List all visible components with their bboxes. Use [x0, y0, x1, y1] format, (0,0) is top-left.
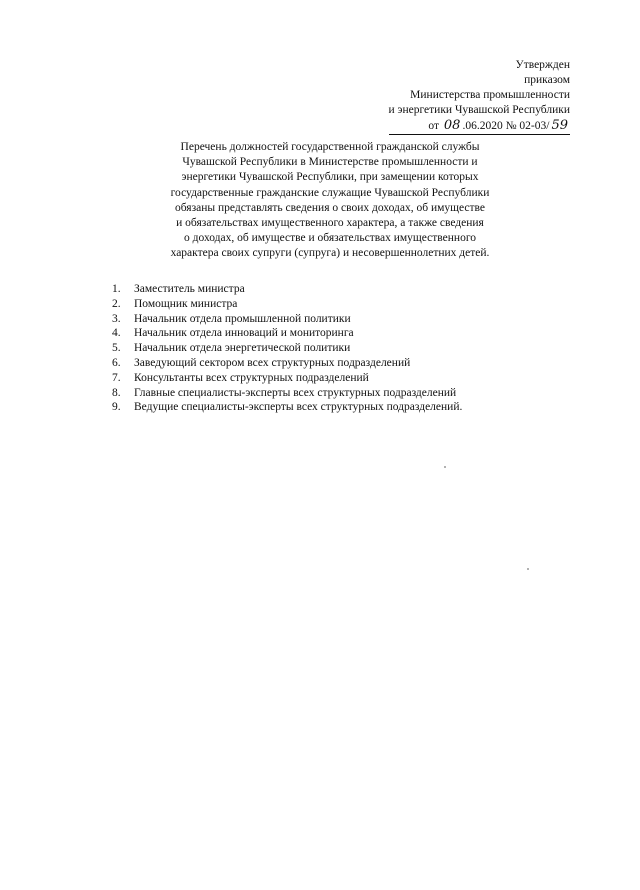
- list-item-number: 3.: [112, 312, 121, 325]
- list-item: [112, 341, 462, 356]
- title-line: характера своих супруги (супруга) и несовершеннолетних детей.: [170, 247, 490, 260]
- list-item: [112, 386, 462, 401]
- list-item-number: 5.: [112, 342, 121, 355]
- list-item-text: Начальник отдела энергетической политики: [134, 342, 351, 355]
- list-item-number: 4.: [112, 327, 121, 340]
- title-line: Перечень должностей государственной гражданской службы: [180, 141, 480, 153]
- title-line: энергетики Чувашской Республики, при замещении которых: [181, 171, 479, 184]
- list-item: [112, 400, 462, 415]
- approval-ministry: Министерства промышленности: [410, 89, 570, 101]
- title-line: о доходах, об имуществе и обязательствах имущественного: [184, 232, 476, 245]
- list-item-number: 1.: [112, 283, 121, 295]
- approval-approved: Утвержден: [515, 59, 570, 71]
- list-item-number: 9.: [112, 401, 121, 414]
- title-line: Чувашской Республики в Министерстве промышленности и: [182, 156, 478, 169]
- approval-date-day: 08: [443, 118, 461, 133]
- list-item-text: Заместитель министра: [134, 283, 245, 295]
- approval-date-rest: .06.2020 № 02-03/: [462, 120, 550, 132]
- list-item-number: 2.: [112, 297, 121, 310]
- list-item-text: Начальник отдела инноваций и мониторинга: [134, 327, 354, 340]
- title-line: государственные гражданские служащие Чувашской Республики: [170, 186, 490, 199]
- approval-stamp: [389, 58, 570, 135]
- approval-date-line: [389, 118, 570, 135]
- positions-list: [112, 282, 462, 415]
- list-item: [112, 326, 462, 341]
- list-item-text: Помощник министра: [134, 297, 238, 310]
- title-line: и обязательствах имущественного характера, а также сведения: [176, 217, 484, 230]
- list-item-text: Главные специалисты-эксперты всех структурных подразделений: [134, 386, 457, 399]
- list-item-number: 7.: [112, 371, 121, 384]
- list-item-number: 8.: [112, 386, 121, 399]
- document-title: [130, 140, 530, 262]
- approval-ministry-cont: и энергетики Чувашской Республики: [388, 104, 570, 116]
- list-item: [112, 297, 462, 312]
- list-item-text: Консультанты всех структурных подразделений: [134, 371, 369, 384]
- approval-order-number: 59: [551, 118, 568, 133]
- list-item: [112, 282, 462, 297]
- scan-speck: [444, 466, 446, 468]
- list-item-text: Ведущие специалисты-эксперты всех структурных подразделений.: [134, 401, 463, 414]
- list-item: [112, 356, 462, 371]
- title-line: обязаны представлять сведения о своих доходах, об имуществе: [174, 201, 485, 214]
- list-item: [112, 312, 462, 327]
- scan-speck: [527, 568, 529, 570]
- list-item: [112, 371, 462, 386]
- list-item-text: Заведующий сектором всех структурных подразделений: [134, 356, 411, 369]
- list-item-number: 6.: [112, 356, 121, 369]
- approval-date-prefix: от: [428, 120, 440, 132]
- approval-by-order: приказом: [524, 74, 570, 86]
- list-item-text: Начальник отдела промышленной политики: [134, 312, 351, 325]
